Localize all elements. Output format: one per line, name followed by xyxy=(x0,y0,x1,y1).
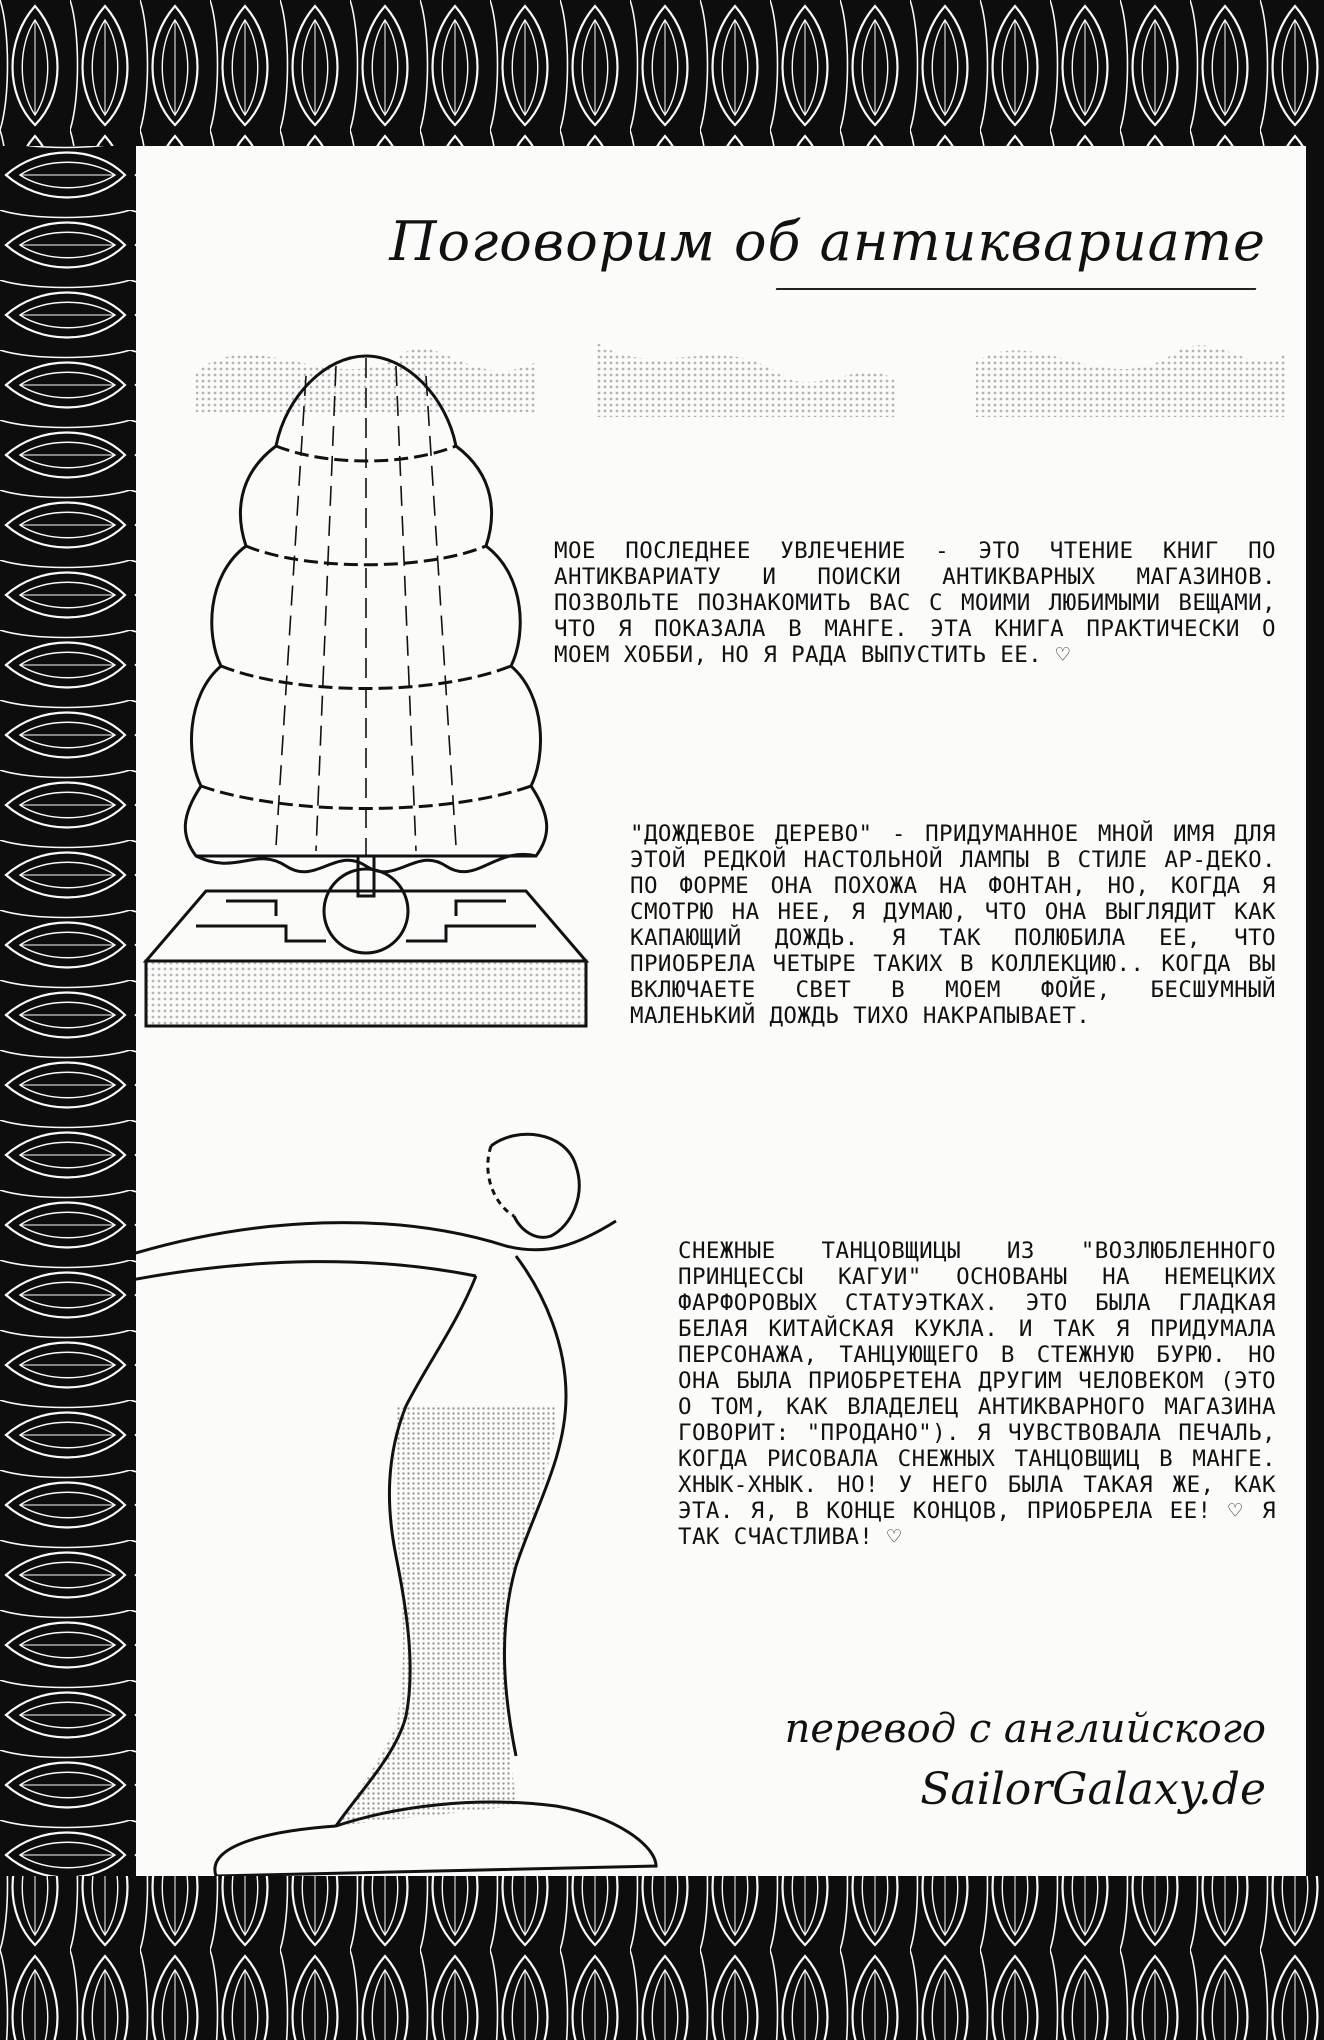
lamp-illustration xyxy=(136,336,606,1056)
translator-site: SailorGalaxy.de xyxy=(920,1764,1266,1815)
paragraph-intro: МОЕ ПОСЛЕДНЕЕ УВЛЕЧЕНИЕ - ЭТО ЧТЕНИЕ КНИГ ПО АНТИКВАРИАТУ И ПОИСКИ АНТИКВАРНЫХ МАГАЗИНОВ. ПОЗВОЛЬТЕ ПОЗНАКОМИТЬ ВАС С МОИМИ ЛЮБИМЫМИ ВЕЩАМИ, ЧТО Я ПОКАЗАЛА В МАНГЕ. ЭТА КНИГА ПРАКТИЧЕСКИ О МОЕМ ХОББИ, НО Я РАДА ВЫПУСТИТЬ ЕЕ. ♡ xyxy=(554,538,1276,668)
paragraph-snow-dancers: СНЕЖНЫЕ ТАНЦОВЩИЦЫ ИЗ "ВОЗЛЮБЛЕННОГО ПРИНЦЕССЫ КАГУИ" ОСНОВАНЫ НА НЕМЕЦКИХ ФАРФОРОВЫХ СТАТУЭТКАХ. ЭТО БЫЛА ГЛАДКАЯ БЕЛАЯ КИТАЙСКАЯ КУКЛА. И ТАК Я ПРИДУМАЛА ПЕРСОНАЖА, ТАНЦУЮЩЕГО В СТЕЖНУЮ БУРЮ. НО ОНА БЫЛА ПРИОБРЕТЕНА ДРУГИМ ЧЕЛОВЕКОМ (ЭТО О ТОМ, КАК ВЛАДЕЛЕЦ АНТИКВАРНОГО МАГАЗИНА ГОВОРИТ: "ПРОДАНО"). Я ЧУВСТВОВАЛА ПЕЧАЛЬ, КОГДА РИСОВАЛА СНЕЖНЫХ ТАНЦОВЩИЦ В МАНГЕ. ХНЫК-ХНЫК. НО! У НЕГО БЫЛА ТАКАЯ ЖЕ, КАК ЭТА. Я, В КОНЦЕ КОНЦОВ, ПРИОБРЕЛА ЕЕ! ♡ Я ТАК СЧАСТЛИВА! ♡ xyxy=(678,1238,1276,1550)
content-panel xyxy=(136,146,1306,1876)
title-underline xyxy=(776,288,1257,290)
translation-credit: перевод с английского xyxy=(784,1706,1266,1752)
page-title: Поговорим об антиквариате xyxy=(389,210,1266,273)
paragraph-rain-tree: "ДОЖДЕВОЕ ДЕРЕВО" - ПРИДУМАННОЕ МНОЙ ИМЯ ДЛЯ ЭТОЙ РЕДКОЙ НАСТОЛЬНОЙ ЛАМПЫ В СТИЛЕ АР-ДЕКО. ПО ФОРМЕ ОНА ПОХОЖА НА ФОНТАН, НО, КОГДА Я СМОТРЮ НА НЕЕ, Я ДУМАЮ, ЧТО ОНА ВЫГЛЯДИТ КАК КАПАЮЩИЙ ДОЖДЬ. Я ТАК ПОЛЮБИЛА ЕЕ, ЧТО ПРИОБРЕЛА ЧЕТЫРЕ ТАКИХ В КОЛЛЕКЦИЮ.. КОГДА ВЫ ВКЛЮЧАЕТЕ СВЕТ В МОЕМ ФОЙЕ, БЕСШУМНЫЙ МАЛЕНЬКИЙ ДОЖДЬ ТИХО НАКРАПЫВАЕТ. xyxy=(630,821,1276,1029)
